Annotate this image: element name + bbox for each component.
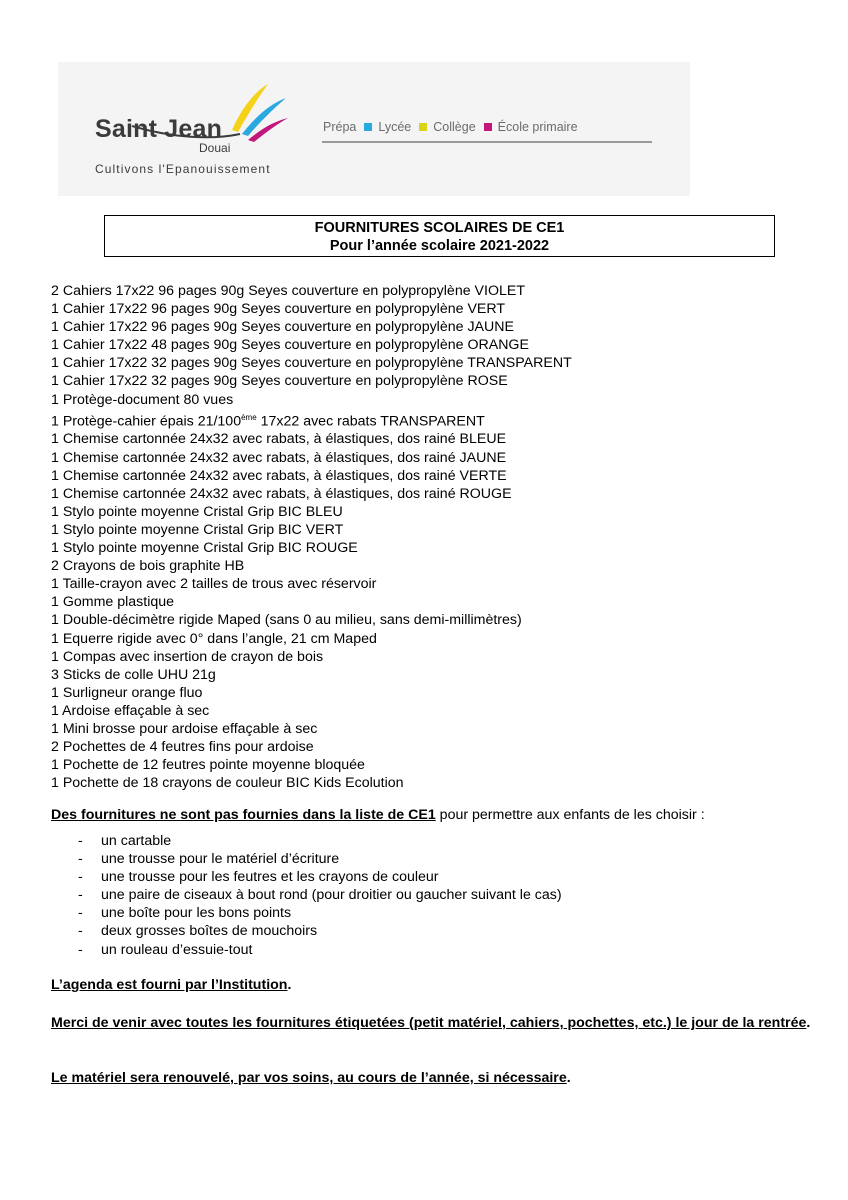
self-chosen-item xyxy=(78,868,562,886)
dash-bullet-icon: - xyxy=(78,887,83,904)
self-chosen-item-text: une paire de ciseaux à bout rond (pour droitier ou gaucher suivant le cas) xyxy=(101,887,562,904)
level-label-primaire: École primaire xyxy=(497,120,578,134)
agenda-note-text: L’agenda est fourni par l’Institution xyxy=(51,977,288,993)
supply-item: 1 Cahier 17x22 32 pages 90g Seyes couverture en polypropylène ROSE xyxy=(51,373,508,390)
renewal-note xyxy=(51,1069,571,1087)
agenda-note xyxy=(51,976,291,994)
supply-item: 1 Chemise cartonnée 24x32 avec rabats, à élastiques, dos rainé VERTE xyxy=(51,467,507,484)
supply-item: 1 Pochette de 18 crayons de couleur BIC Kids Ecolution xyxy=(51,775,404,792)
level-square-primaire-icon xyxy=(484,123,492,131)
self-chosen-item-text: un rouleau d’essuie-tout xyxy=(101,941,253,958)
supply-item: 1 Equerre rigide avec 0° dans l’angle, 21 cm Maped xyxy=(51,630,377,647)
supply-item: 1 Double-décimètre rigide Maped (sans 0 au milieu, sans demi-millimètres) xyxy=(51,612,522,629)
labels-note-period: . xyxy=(806,1015,811,1031)
level-label-college: Collège xyxy=(433,120,476,134)
header-divider xyxy=(322,141,652,143)
self-chosen-item xyxy=(78,941,562,959)
self-chosen-item-text: un cartable xyxy=(101,833,172,849)
supply-item: 1 Chemise cartonnée 24x32 avec rabats, à élastiques, dos rainé BLEUE xyxy=(51,431,507,448)
self-chosen-intro xyxy=(51,806,705,824)
supply-item: 3 Sticks de colle UHU 21g xyxy=(51,666,216,683)
supply-item: 1 Cahier 17x22 96 pages 90g Seyes couverture en polypropylène VERT xyxy=(51,301,506,318)
supply-item: 1 Cahier 17x22 32 pages 90g Seyes couverture en polypropylène TRANSPARENT xyxy=(51,355,572,372)
self-chosen-item xyxy=(78,886,562,904)
self-chosen-item-text: une boîte pour les bons points xyxy=(101,905,292,922)
supply-item: 1 Chemise cartonnée 24x32 avec rabats, à élastiques, dos rainé ROUGE xyxy=(51,485,512,502)
level-label-prepa: Prépa xyxy=(323,120,357,134)
logo-city: Douai xyxy=(199,141,231,155)
supply-item: 1 Mini brosse pour ardoise effaçable à sec xyxy=(51,720,318,737)
supply-item: 1 Stylo pointe moyenne Cristal Grip BIC VERT xyxy=(51,521,344,538)
dash-bullet-icon: - xyxy=(78,833,83,849)
page-title: FOURNITURES SCOLAIRES DE CE1 xyxy=(314,220,565,236)
agenda-note-period: . xyxy=(287,977,292,993)
labels-note-text: Merci de venir avec toutes les fournitures étiquetées (petit matériel, cahiers, pochettes, etc.) le jour de la rentrée xyxy=(51,1015,807,1031)
self-chosen-item xyxy=(78,850,562,868)
renewal-note-text: Le matériel sera renouvelé, par vos soins, au cours de l’année, si nécessaire xyxy=(51,1070,567,1086)
dash-bullet-icon: - xyxy=(78,923,83,940)
supply-item: 1 Compas avec insertion de crayon de bois xyxy=(51,648,324,665)
supplies-list xyxy=(51,282,572,792)
supply-item-superscript: ème xyxy=(241,412,257,422)
supply-item: 1 Taille-crayon avec 2 tailles de trous avec réservoir xyxy=(51,576,377,593)
dash-bullet-icon: - xyxy=(78,851,83,868)
supply-item: 1 Pochette de 12 feutres pointe moyenne bloquée xyxy=(51,757,365,774)
supply-item: 1 Surligneur orange fluo xyxy=(51,684,203,701)
school-levels xyxy=(323,120,578,134)
self-chosen-item-text: une trousse pour les feutres et les crayons de couleur xyxy=(101,869,439,886)
title-box xyxy=(104,215,775,257)
self-chosen-item xyxy=(78,904,562,922)
logo-name: Saint Jean xyxy=(95,115,223,143)
supply-item: 1 Cahier 17x22 48 pages 90g Seyes couverture en polypropylène ORANGE xyxy=(51,337,529,354)
self-chosen-list xyxy=(78,832,562,959)
supply-item: 2 Crayons de bois graphite HB xyxy=(51,558,245,575)
level-square-college-icon xyxy=(419,123,427,131)
supply-item: 1 Gomme plastique xyxy=(51,594,175,611)
self-chosen-intro-rest: pour permettre aux enfants de les choisir : xyxy=(435,807,705,823)
level-square-lycee-icon xyxy=(364,123,372,131)
self-chosen-item-text: une trousse pour le matériel d’écriture xyxy=(101,851,340,868)
supply-item: 2 Cahiers 17x22 96 pages 90g Seyes couverture en polypropylène VIOLET xyxy=(51,283,525,299)
renewal-note-period: . xyxy=(566,1070,571,1086)
self-chosen-intro-bold: Des fournitures ne sont pas fournies dans la liste de CE1 xyxy=(51,807,436,823)
supply-item: 1 Chemise cartonnée 24x32 avec rabats, à élastiques, dos rainé JAUNE xyxy=(51,449,507,466)
supply-item: 2 Pochettes de 4 feutres fins pour ardoise xyxy=(51,739,314,756)
supply-item: 1 Ardoise effaçable à sec xyxy=(51,702,210,719)
supply-item xyxy=(51,409,572,431)
supply-item-text: 1 Protège-cahier épais 21/100 xyxy=(51,413,242,430)
dash-bullet-icon: - xyxy=(78,869,83,886)
labels-note xyxy=(51,1014,831,1032)
page-subtitle: Pour l’année scolaire 2021-2022 xyxy=(329,238,550,254)
logo-tagline: Cultivons l'Epanouissement xyxy=(95,162,271,176)
dash-bullet-icon: - xyxy=(78,941,83,958)
self-chosen-item xyxy=(78,832,562,850)
supply-item: 1 Protège-document 80 vues xyxy=(51,391,234,408)
self-chosen-item xyxy=(78,922,562,940)
supply-item-text: 17x22 avec rabats TRANSPARENT xyxy=(256,413,485,430)
supply-item: 1 Cahier 17x22 96 pages 90g Seyes couverture en polypropylène JAUNE xyxy=(51,319,514,336)
dash-bullet-icon: - xyxy=(78,905,83,922)
level-label-lycee: Lycée xyxy=(378,120,412,134)
supply-item: 1 Stylo pointe moyenne Cristal Grip BIC BLEU xyxy=(51,503,343,520)
self-chosen-item-text: deux grosses boîtes de mouchoirs xyxy=(101,923,318,940)
supply-item: 1 Stylo pointe moyenne Cristal Grip BIC ROUGE xyxy=(51,540,358,557)
